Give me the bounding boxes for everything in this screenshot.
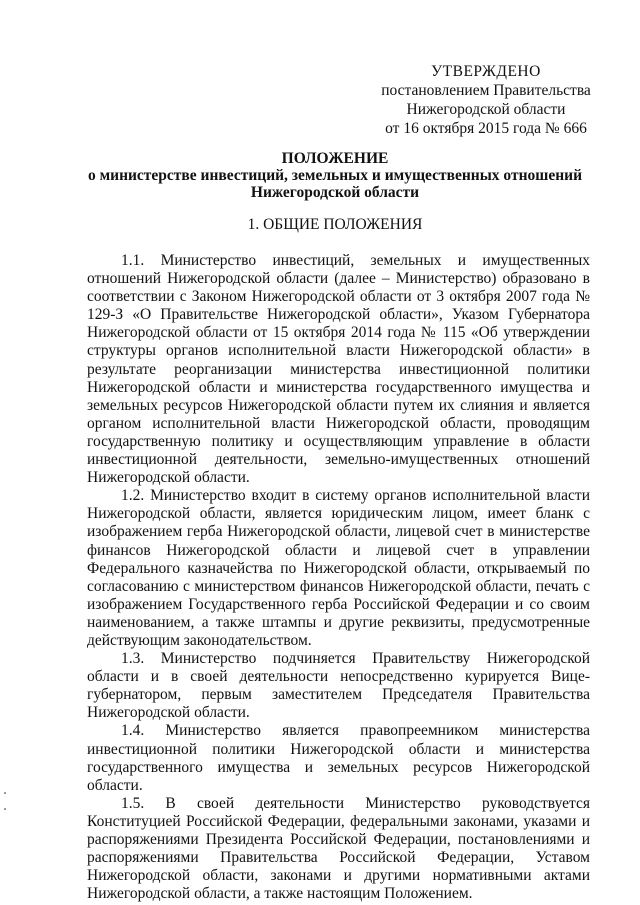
approval-stamp [372,62,600,138]
title-line-2: о министерстве инвестиций, земельных и имущественных отношений [87,167,583,184]
approval-line-2: постановлением Правительства [381,82,591,99]
approval-heading: УТВЕРЖДЕНО [431,63,541,80]
approval-line-3: Нижегородской области [406,101,566,118]
scan-mark [4,792,6,794]
paragraph-1-4: 1.4. Министерство является правопреемником министерства инвестиционной политики Нижегородской области и министерства государственного имущества и земельных ресурсов Нижегородской области. [87,722,590,794]
paragraph-1-2: 1.2. Министерство входит в систему органов исполнительной власти Нижегородской области, является юридическим лицом, имеет бланк с изображением герба Нижегородской области, лицевой счет в министерстве финансов Нижегородской области и лицевой счет в управлении Федерального казначейства по Нижегородской области, открываемый по согласованию с министерством финансов Нижегородской области, печать с изображением Государственного герба Российской Федерации и со своим наименованием, а также штампы и другие реквизиты, предусмотренные действующим законодательством. [87,487,590,649]
paragraph-1-1: 1.1. Министерство инвестиций, земельных и имущественных отношений Нижегородской области (далее – Министерство) образовано в соответствии с Законом Нижегородской области от 3 октября 2007 года № 129-З «О Правительстве Нижегородской области», Указом Губернатора Нижегородской области от 15 октября 2014 года № 115 «Об утверждении структуры органов исполнительной власти Нижегородской области» в результате реорганизации министерства инвестиционной политики Нижегородской области и министерства государственного имущества и земельных ресурсов Нижегородской области путем их слияния и является органом исполнительной власти Нижегородской области, проводящим государственную политику и осуществляющим управление в области инвестиционной деятельности, земельно-имущественных отношений Нижегородской области. [87,252,590,487]
paragraph-1-3: 1.3. Министерство подчиняется Правительству Нижегородской области и в своей деятельности непосредственно курируется Вице-губернатором, первым заместителем Председателя Правительства Нижегородской области. [87,650,590,722]
section-heading: 1. ОБЩИЕ ПОЛОЖЕНИЯ [247,216,423,233]
section-body [87,244,590,903]
paragraph-1-5: 1.5. В своей деятельности Министерство руководствуется Конституцией Российской Федерации, федеральными законами, указами и распоряжениями Президента Российской Федерации, постановлениями и распоряжениями Правительства Российской Федерации, Уставом Нижегородской области, законами и другими нормативными актами Нижегородской области, а также настоящим Положением. [87,794,590,903]
title-line-3: Нижегородской области [250,184,420,201]
document-title [80,150,590,201]
approval-line-4: от 16 октября 2015 года № 666 [385,120,587,137]
scan-mark [4,808,6,810]
title-line-1: ПОЛОЖЕНИЕ [281,150,389,167]
